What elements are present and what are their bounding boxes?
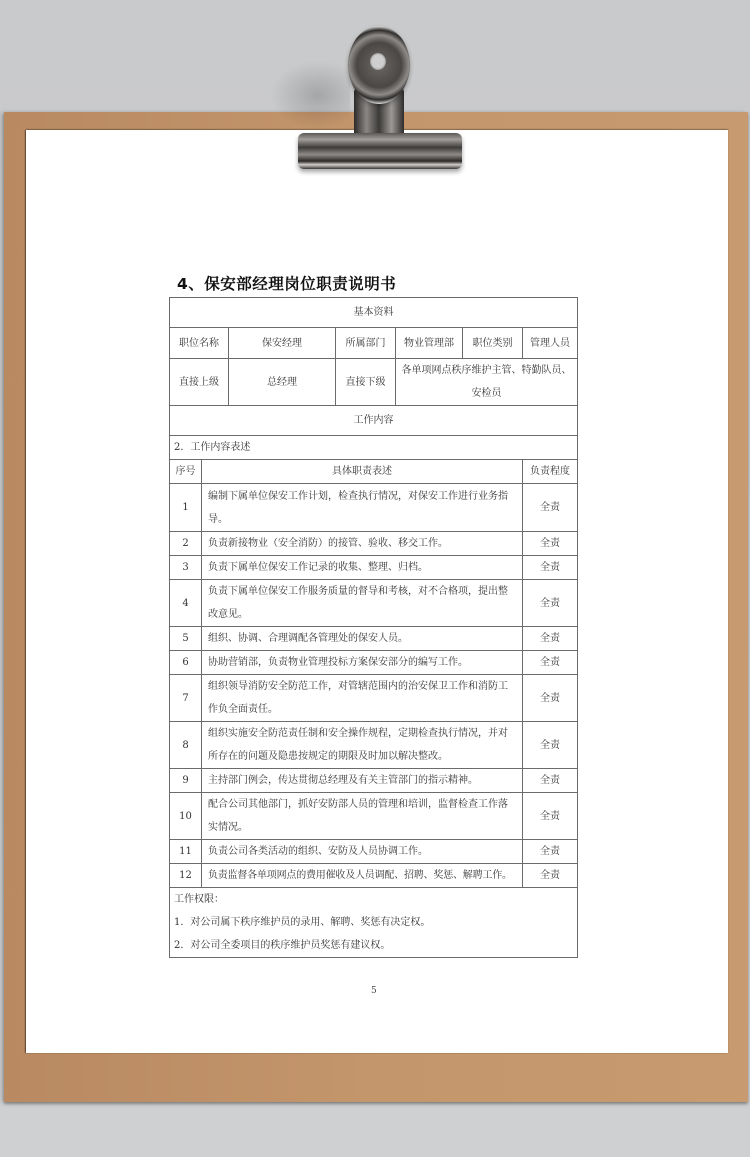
duty-description: 负责下属单位保安工作记录的收集、整理、归档。	[202, 556, 523, 580]
duty-seq: 11	[170, 840, 202, 864]
work-content-header-row	[170, 406, 578, 436]
duty-row	[170, 556, 578, 580]
duty-row	[170, 840, 578, 864]
work-content-subheader: 2．工作内容表述	[170, 436, 578, 460]
duty-row	[170, 651, 578, 675]
basic-info-header-row	[170, 298, 578, 328]
duty-description	[202, 484, 523, 532]
duty-row	[170, 722, 578, 769]
department-label: 所属部门	[336, 328, 396, 359]
duty-description-line-2: 导。	[208, 513, 228, 525]
basic-info-row-2	[170, 359, 578, 406]
clip-shadow	[270, 60, 350, 130]
duty-degree: 全责	[523, 793, 578, 840]
page-number: 5	[371, 986, 377, 996]
work-content-header: 工作内容	[170, 406, 578, 436]
duty-description-line-1: 配合公司其他部门，抓好安防部人员的管理和培训，监督检查工作落	[208, 799, 508, 810]
duty-seq: 6	[170, 651, 202, 675]
authority-row	[170, 888, 578, 958]
duty-description-line-2: 所存在的问题及隐患按规定的期限及时加以解决整改。	[208, 751, 448, 762]
department-value: 物业管理部	[396, 328, 463, 359]
duty-seq: 7	[170, 675, 202, 722]
superior-value: 总经理	[229, 359, 336, 406]
duty-row	[170, 864, 578, 888]
duty-description: 协助营销部，负责物业管理投标方案保安部分的编写工作。	[202, 651, 523, 675]
duty-seq: 4	[170, 580, 202, 627]
degree-column-header: 负责程度	[523, 460, 578, 484]
duty-description-line-1: 组织领导消防安全防范工作，对管辖范围内的治安保卫工作和消防工	[208, 681, 508, 692]
duties-column-header-row	[170, 460, 578, 484]
duty-seq: 8	[170, 722, 202, 769]
duty-row	[170, 484, 578, 532]
duty-degree: 全责	[523, 675, 578, 722]
position-name-value: 保安经理	[229, 328, 336, 359]
duty-row	[170, 769, 578, 793]
basic-info-row-1	[170, 328, 578, 359]
duty-degree: 全责	[523, 722, 578, 769]
subordinate-value	[396, 359, 578, 406]
authority-label: 工作权限：	[174, 894, 224, 905]
basic-info-header: 基本资料	[170, 298, 578, 328]
duty-description-line-2: 改意见。	[208, 609, 248, 620]
duty-seq: 5	[170, 627, 202, 651]
duty-degree: 全责	[523, 840, 578, 864]
work-content-subheader-row	[170, 436, 578, 460]
duty-description-line-1: 组织实施安全防范责任制和安全操作规程，定期检查执行情况，并对	[208, 728, 508, 739]
binder-clip-hole	[370, 53, 386, 70]
duty-description: 负责公司各类活动的组织、安防及人员协调工作。	[202, 840, 523, 864]
duty-description: 负责监督各单项网点的费用催收及人员调配、招聘、奖惩、解聘工作。	[202, 864, 523, 888]
duty-description	[202, 580, 523, 627]
superior-label: 直接上级	[170, 359, 229, 406]
duty-degree: 全责	[523, 769, 578, 793]
duty-row	[170, 532, 578, 556]
duty-description	[202, 675, 523, 722]
duty-degree: 全责	[523, 864, 578, 888]
duty-row	[170, 580, 578, 627]
duty-degree: 全责	[523, 532, 578, 556]
duty-row	[170, 675, 578, 722]
duty-seq: 10	[170, 793, 202, 840]
description-column-header: 具体职责表述	[202, 460, 523, 484]
duty-degree: 全责	[523, 651, 578, 675]
authority-item: 2．对公司全委项目的秩序维护员奖惩有建议权。	[174, 940, 391, 951]
category-value: 管理人员	[523, 328, 578, 359]
duty-degree: 全责	[523, 556, 578, 580]
duty-degree: 全责	[523, 627, 578, 651]
duty-description	[202, 793, 523, 840]
category-label: 职位类别	[463, 328, 523, 359]
duty-description: 负责新接物业（安全消防）的接管、验收、移交工作。	[202, 532, 523, 556]
subordinate-label: 直接下级	[336, 359, 396, 406]
duty-degree: 全责	[523, 484, 578, 532]
duty-seq: 2	[170, 532, 202, 556]
subordinate-value-line-2: 安检员	[471, 388, 502, 399]
duty-description-line-2: 实情况。	[208, 822, 248, 833]
authority-item: 1．对公司属下秩序维护员的录用、解聘、奖惩有决定权。	[174, 917, 431, 928]
duty-description-line-1: 负责下属单位保安工作服务质量的督导和考核，对不合格项，提出整	[208, 586, 508, 597]
duty-row	[170, 793, 578, 840]
job-description-table	[169, 297, 578, 958]
binder-clip-icon	[298, 133, 462, 169]
duty-description: 组织、协调、合理调配各管理处的保安人员。	[202, 627, 523, 651]
duty-degree: 全责	[523, 580, 578, 627]
duty-seq: 3	[170, 556, 202, 580]
duty-seq: 9	[170, 769, 202, 793]
duty-seq: 12	[170, 864, 202, 888]
subordinate-value-line-1: 各单项网点秩序维护主管、特勤队员、	[401, 365, 572, 376]
authority-section	[170, 888, 578, 958]
position-name-label: 职位名称	[170, 328, 229, 359]
document-title: 4、保安部经理岗位职责说明书	[177, 275, 397, 293]
duty-row	[170, 627, 578, 651]
duty-description	[202, 722, 523, 769]
duty-description: 主持部门例会，传达贯彻总经理及有关主管部门的指示精神。	[202, 769, 523, 793]
seq-column-header: 序号	[170, 460, 202, 484]
duty-description-line-1: 编制下属单位保安工作计划，检查执行情况，对保安工作进行业务指	[208, 490, 508, 502]
duty-seq: 1	[170, 484, 202, 532]
duty-description-line-2: 作负全面责任。	[208, 704, 278, 715]
